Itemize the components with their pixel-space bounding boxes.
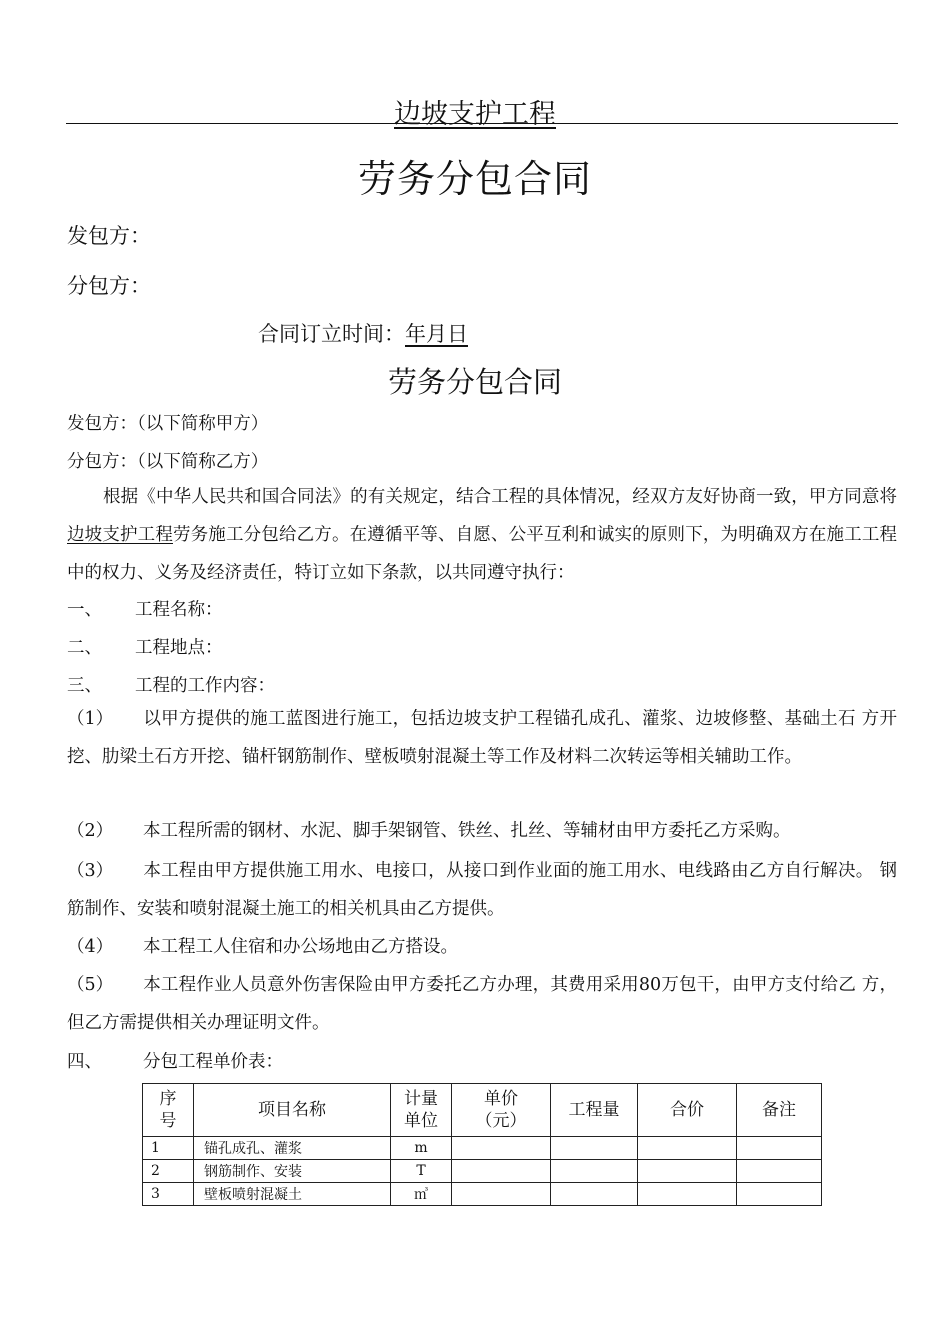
cover-title: 劳务分包合同 bbox=[357, 157, 592, 201]
row-quantity bbox=[551, 1183, 638, 1206]
row-price bbox=[452, 1183, 551, 1206]
cover-party-b: 分包方： bbox=[67, 274, 151, 298]
row-remarks bbox=[737, 1183, 822, 1206]
row-unit: m bbox=[391, 1137, 452, 1160]
row-total bbox=[638, 1137, 737, 1160]
col-price: 单价 （元） bbox=[452, 1084, 551, 1137]
table-row bbox=[143, 1183, 822, 1206]
row-price bbox=[452, 1137, 551, 1160]
section-4: 四、 分包工程单价表： bbox=[67, 1052, 283, 1072]
col-remarks: 备注 bbox=[737, 1084, 822, 1137]
row-total bbox=[638, 1183, 737, 1206]
section-3: 三、 工程的工作内容： bbox=[67, 676, 275, 696]
intro-project-name: 边坡支护工程 bbox=[67, 525, 173, 545]
cover-party-a: 发包方： bbox=[67, 224, 151, 248]
col-unit: 计量 单位 bbox=[391, 1084, 452, 1137]
section-1: 一、 工程名称： bbox=[67, 600, 223, 620]
contract-title: 劳务分包合同 bbox=[387, 365, 562, 399]
col-name: 项目名称 bbox=[194, 1084, 391, 1137]
item-2: （2） 本工程所需的钢材、水泥、脚手架钢管、铁丝、扎丝、等辅材由甲方委托乙方采购。 bbox=[67, 821, 791, 841]
section-2: 二、 工程地点： bbox=[67, 638, 223, 658]
item-3: （3） 本工程由甲方提供施工用水、电接口，从接口到作业面的施工用水、电线路由乙方自行解决。 钢筋制作、安装和喷射混凝土施工的相关机具由乙方提供。 bbox=[67, 861, 897, 919]
row-unit: T bbox=[391, 1160, 452, 1183]
row-price bbox=[452, 1160, 551, 1183]
row-index: 2 bbox=[143, 1160, 194, 1183]
unit-price-table bbox=[142, 1083, 822, 1206]
row-name: 壁板喷射混凝土 bbox=[194, 1183, 391, 1206]
row-remarks bbox=[737, 1160, 822, 1183]
date-value: 年月日 bbox=[405, 322, 468, 346]
row-name: 钢筋制作、安装 bbox=[194, 1160, 391, 1183]
row-quantity bbox=[551, 1137, 638, 1160]
party-a-line: 发包方：（以下简称甲方） bbox=[67, 414, 269, 434]
header-rule bbox=[66, 123, 898, 124]
table-row bbox=[143, 1137, 822, 1160]
col-quantity: 工程量 bbox=[551, 1084, 638, 1137]
row-total bbox=[638, 1160, 737, 1183]
item-5: （5） 本工程作业人员意外伤害保险由甲方委托乙方办理，其费用采用80万包干，由甲方支付给乙 方，但乙方需提供相关办理证明文件。 bbox=[67, 975, 897, 1033]
project-header: 边坡支护工程 bbox=[394, 99, 556, 130]
row-remarks bbox=[737, 1137, 822, 1160]
row-name: 锚孔成孔、灌浆 bbox=[194, 1137, 391, 1160]
col-total: 合价 bbox=[638, 1084, 737, 1137]
party-b-line: 分包方：（以下简称乙方） bbox=[67, 452, 269, 472]
row-index: 3 bbox=[143, 1183, 194, 1206]
date-label: 合同订立时间： bbox=[258, 322, 405, 346]
item-4: （4） 本工程工人住宿和办公场地由乙方搭设。 bbox=[67, 937, 458, 957]
col-index: 序 号 bbox=[143, 1084, 194, 1137]
row-unit: ㎥ bbox=[391, 1183, 452, 1206]
page-cutoff bbox=[130, 1210, 830, 1344]
contract-date bbox=[258, 318, 468, 348]
table-header-row bbox=[143, 1084, 822, 1137]
item-1: （1） 以甲方提供的施工蓝图进行施工，包括边坡支护工程锚孔成孔、灌浆、边坡修整、基础土石 方开挖、肋梁土石方开挖、锚杆钢筋制作、壁板喷射混凝土等工作及材料二次转运等相关辅助工作。 bbox=[67, 709, 897, 767]
row-quantity bbox=[551, 1160, 638, 1183]
row-index: 1 bbox=[143, 1137, 194, 1160]
intro-paragraph: 根据《中华人民共和国合同法》的有关规定，结合工程的具体情况，经双方友好协商一致，甲方同意将边坡支护工程劳务施工分包给乙方。在遵循平等、自愿、公平互利和诚实的原则下，为明确双方在施工工程中的权力、义务及经济责任，特订立如下条款，以共同遵守执行： bbox=[67, 487, 898, 583]
table-row bbox=[143, 1160, 822, 1183]
